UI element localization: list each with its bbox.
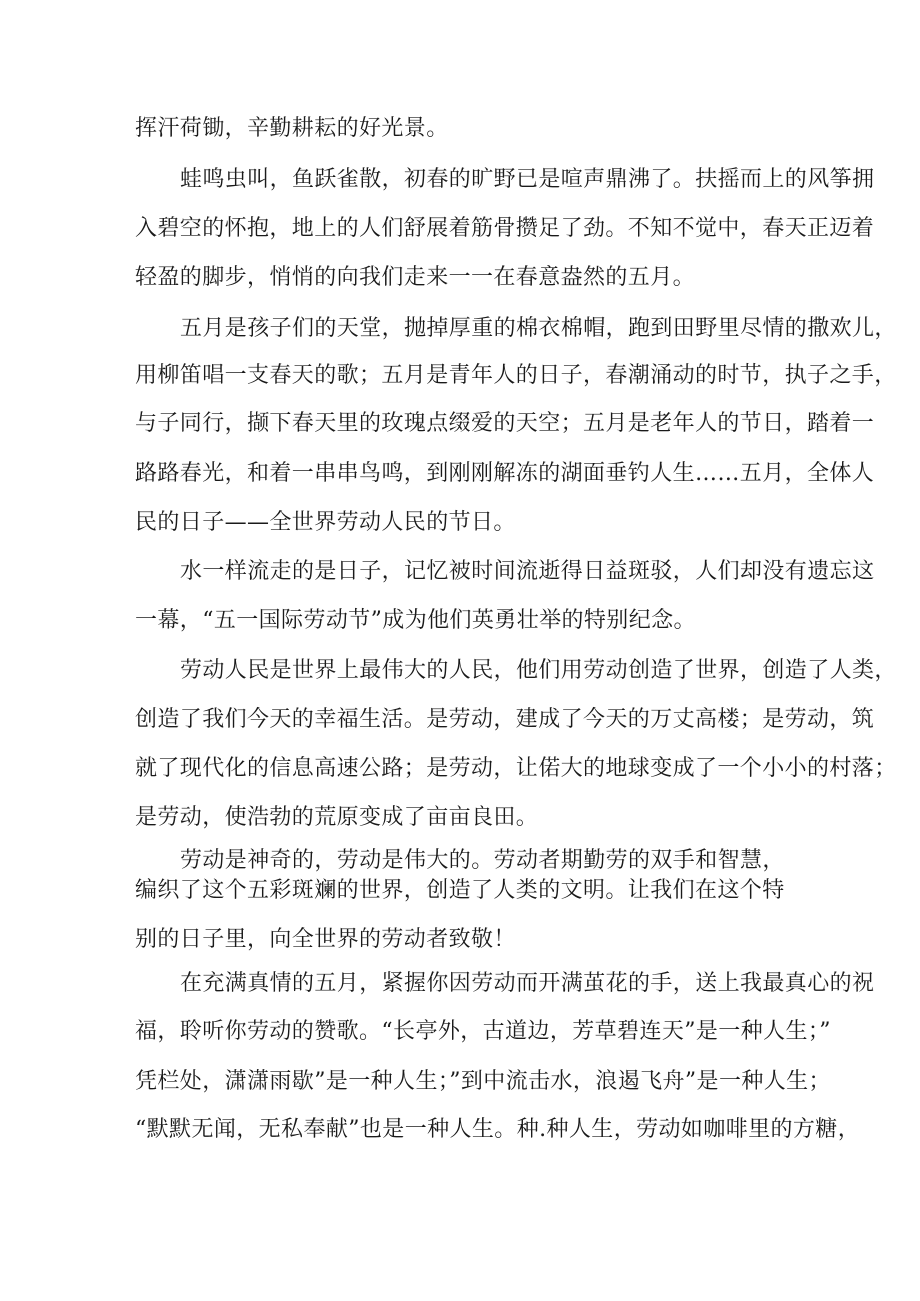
text-line: 劳动是神奇的，劳动是伟大的。劳动者期勤劳的双手和智慧， <box>180 848 785 873</box>
text-line: 五月是孩子们的天堂，抛掉厚重的棉衣棉帽，跑到田野里尽情的撒欢儿， <box>180 316 897 341</box>
text-line: 一幕，“五一国际劳动节”成为他们英勇壮举的特别纪念。 <box>135 608 696 633</box>
text-line: 编织了这个五彩斑斓的世界，创造了人类的文明。让我们在这个特 <box>135 878 785 903</box>
text-line: 入碧空的怀抱，地上的人们舒展着筋骨攒足了劲。不知不觉中，春天正迈着 <box>135 216 875 241</box>
text-line: 民的日子——全世界劳动人民的节日。 <box>135 510 516 535</box>
text-line: 凭栏处，潇潇雨歇”是一种人生；”到中流击水，浪遏飞舟”是一种人生； <box>135 1069 831 1094</box>
text-line: 福，聆听你劳动的赞歌。“长亭外，古道边，芳草碧连天”是一种人生；” <box>135 1019 831 1044</box>
text-line: 蛙鸣虫叫，鱼跃雀散，初春的旷野已是喧声鼎沸了。扶摇而上的风筝拥 <box>180 167 875 192</box>
text-line: 别的日子里，向全世界的劳动者致敬！ <box>135 927 516 952</box>
text-line: 与子同行，撷下春天里的玫瑰点缀爱的天空；五月是老年人的节日，踏着一 <box>135 411 875 436</box>
text-line: 在充满真情的五月，紧握你因劳动而开满茧花的手，送上我最真心的祝 <box>180 971 875 996</box>
text-line: 是劳动，使浩勃的荒原变成了亩亩良田。 <box>135 805 539 830</box>
text-line: “默默无闻，无私奉献”也是一种人生。种.种人生，劳动如咖啡里的方糖， <box>135 1117 861 1142</box>
text-line: 轻盈的脚步，悄悄的向我们走来一一在春意盎然的五月。 <box>135 265 696 290</box>
text-line: 路路春光，和着一串串鸟鸣，到刚刚解冻的湖面垂钓人生……五月，全体人 <box>135 461 875 486</box>
text-line: 就了现代化的信息高速公路；是劳动，让偌大的地球变成了一个小小的村落； <box>135 756 897 781</box>
text-line: 创造了我们今天的幸福生活。是劳动，建成了今天的万丈高楼；是劳动，筑 <box>135 707 875 732</box>
text-line: 劳动人民是世界上最伟大的人民，他们用劳动创造了世界，创造了人类， <box>180 658 897 683</box>
text-line: 水一样流走的是日子，记忆被时间流逝得日益斑驳，人们却没有遗忘这 <box>180 559 875 584</box>
text-line: 挥汗荷锄，辛勤耕耘的好光景。 <box>135 116 449 141</box>
text-line: 用柳笛唱一支春天的歌；五月是青年人的日子，春潮涌动的时节，执子之手， <box>135 363 897 388</box>
